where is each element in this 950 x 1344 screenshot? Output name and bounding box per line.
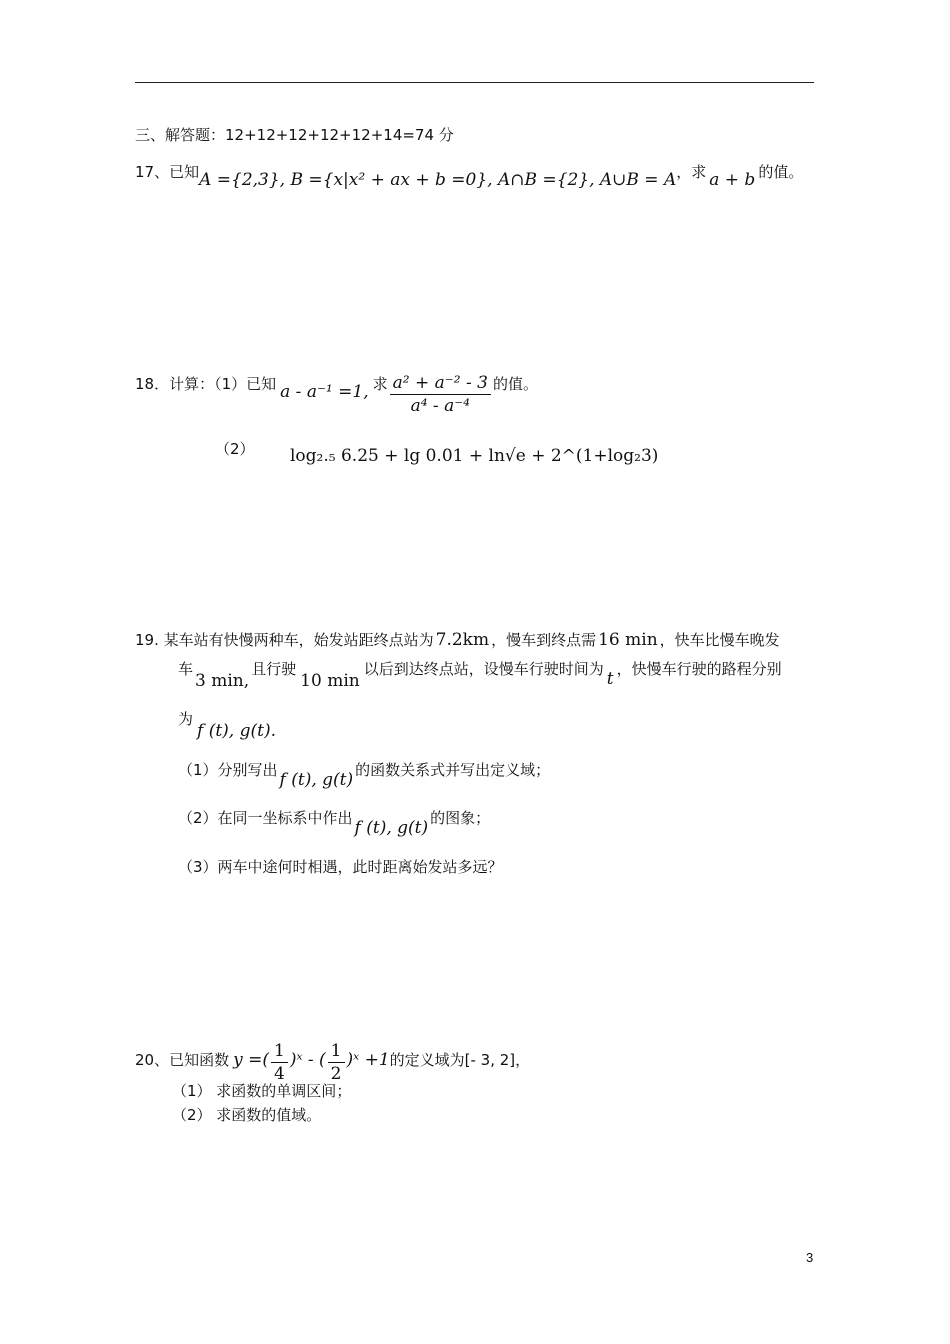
q18-part-2-label-text: （2） (215, 440, 255, 458)
q19-part-1-text: （1）分别写出 (178, 761, 278, 779)
q19-line-1 (135, 632, 780, 649)
q20-fraction-half-denominator: 2 (330, 1064, 342, 1084)
q17-sets-expression: A ={2,3}, B ={x|x² + ax + b =0}, A∩B ={2}, A∪B = A (199, 170, 677, 190)
q19-part-1 (178, 763, 550, 789)
q20-fraction-half-numerator: 1 (328, 1043, 345, 1063)
section-title-text: 三、解答题：12+12+12+12+12+14=74 分 (135, 126, 454, 144)
q18-part-2-label (215, 442, 255, 457)
q20-part-2-text: （2） 求函数的值域。 (172, 1106, 322, 1124)
q19-drive-time: 10 min (300, 671, 360, 691)
q19-part-1-end: 的函数关系式并写出定义域； (355, 761, 551, 779)
q19-as: 为 (178, 710, 194, 728)
q19-fast-label: ，快车比慢车晚发 (659, 631, 780, 649)
q17-number: 17、已知 (135, 163, 200, 181)
q19-late-time: 3 min, (195, 671, 250, 691)
q20-tail: )ˣ +1 (346, 1050, 390, 1070)
q19-functions: f (t), g(t). (197, 721, 276, 741)
q19-part-2-text: （2）在同一坐标系中作出 (178, 809, 353, 827)
q20-part-1-text: （1） 求函数的单调区间； (172, 1082, 352, 1100)
q19-line-3 (178, 712, 276, 740)
q19-time-variable: t (606, 669, 614, 689)
q18-fraction-numerator: a² + a⁻² - 3 (390, 375, 491, 395)
q20-middle: )ˣ - ( (289, 1050, 326, 1070)
q17-ask: ，求 (676, 163, 707, 181)
q18-ask: 求 (372, 375, 388, 393)
q18-heading: 18．计算：（1）已知 (135, 375, 277, 393)
q20-y: y =( (233, 1050, 269, 1070)
q19-time-var-label: 以后到达终点站，设慢车行驶时间为 (363, 660, 604, 678)
q18-end: 的值。 (492, 375, 538, 393)
q19-distance: 7.2km (435, 630, 490, 650)
q19-distance-label: ，快慢车行驶的路程分别 (616, 660, 782, 678)
q19-part-3-text: （3）两车中途何时相遇，此时距离始发站多远？ (178, 858, 503, 876)
q20-part-1 (172, 1084, 351, 1099)
q20-fraction-quarter-numerator: 1 (271, 1043, 288, 1063)
q19-drive-label: 且行驶 (251, 660, 297, 678)
q17-end: 的值。 (758, 163, 804, 181)
question-18 (135, 375, 538, 415)
q20-fraction-quarter-denominator: 4 (273, 1064, 285, 1084)
q18-part-2-expression (290, 448, 658, 465)
q18-fraction (390, 375, 491, 415)
q20-part-2 (172, 1108, 321, 1123)
q19-part-2-functions: f (t), g(t) (354, 818, 429, 838)
q19-line-2 (178, 662, 782, 690)
q18-fraction-denominator: a⁴ - a⁻⁴ (410, 396, 470, 416)
page-number (806, 1250, 813, 1265)
q20-fraction-half (328, 1043, 345, 1083)
question-17 (135, 165, 803, 189)
q19-part-2-end: 的图象； (430, 809, 491, 827)
q19-slow-time: 16 min (598, 630, 658, 650)
page-number-text: 3 (806, 1250, 814, 1265)
header-rule (135, 82, 814, 83)
section-title (135, 128, 454, 143)
q19-part-1-functions: f (t), g(t) (279, 770, 354, 790)
q20-domain: 的定义域为[- 3, 2]， (389, 1051, 531, 1069)
q19-part-3 (178, 860, 503, 875)
q18-condition: a - a⁻¹ =1, (280, 382, 369, 402)
q19-vehicle: 车 (178, 660, 194, 678)
q19-part-2 (178, 811, 490, 837)
q19-slow-label: ，慢车到终点需 (491, 631, 597, 649)
q20-fraction-quarter (271, 1043, 288, 1083)
q20-heading: 20、已知函数 (135, 1051, 230, 1069)
q17-target-expression: a + b (709, 170, 756, 190)
q19-intro: 19. 某车站有快慢两种车，始发站距终点站为 (135, 631, 434, 649)
q18-part-2-expression-text: log₂.₅ 6.25 + lg 0.01 + ln√e + 2^(1+log₂3) (290, 446, 659, 466)
question-20 (135, 1043, 530, 1083)
